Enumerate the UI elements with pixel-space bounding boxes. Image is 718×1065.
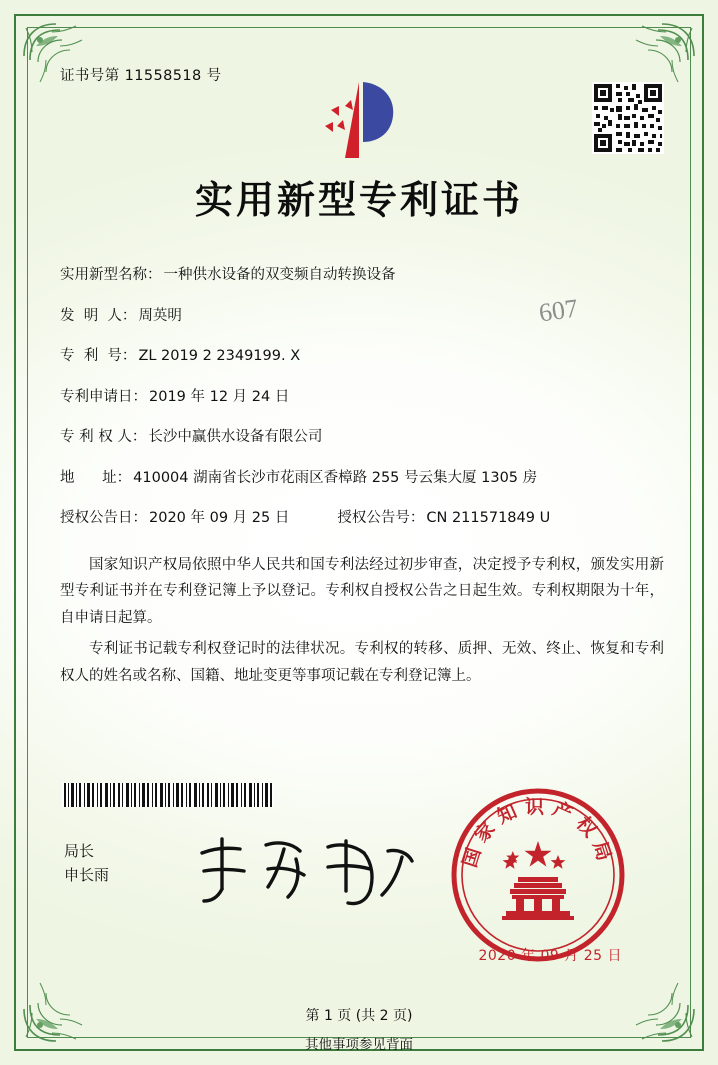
- cnipa-logo-icon: [299, 76, 419, 172]
- barcode-icon: [62, 783, 274, 807]
- signer-block: [64, 839, 109, 887]
- field-row: [60, 390, 670, 405]
- page-title: 实用新型专利证书: [194, 178, 523, 222]
- signer-name: 申长雨: [64, 866, 110, 884]
- field-value-announce-date: 2020 年 09 月 25 日: [149, 510, 290, 526]
- field-value: 周英明: [138, 307, 182, 324]
- handwritten-signature: [188, 829, 428, 909]
- field-value: ZL 2019 2 2349199. X: [138, 348, 301, 364]
- legal-text: [48, 552, 670, 690]
- qr-code-icon: [592, 82, 664, 154]
- field-label: 实用新型名称：: [60, 267, 162, 283]
- paragraph-1: 国家知识产权局依照中华人民共和国专利法经过初步审查，决定授予专利权，颁发实用新型专利证书并在专利登记簿上予以登记。专利权自授权公告之日起生效。专利权期限为十年，自申请日起算。: [60, 556, 664, 627]
- field-value-announce-no: CN 211571849 U: [426, 510, 551, 526]
- field-label: 专 利 号：: [60, 348, 137, 364]
- handwritten-mark: 607: [537, 293, 580, 328]
- paragraph-2: 专利证书记载专利权登记时的法律状况。专利权的转移、质押、无效、终止、恢复和专利权人的姓名或名称、国籍、地址变更等事项记载在专利登记簿上。: [60, 640, 664, 684]
- page-number: 第 1 页 (共 2 页): [305, 1008, 413, 1024]
- field-label-announce-date: 授权公告日：: [60, 510, 147, 526]
- certificate-content: [48, 64, 670, 1025]
- field-value: 长沙中赢供水设备有限公司: [148, 429, 323, 445]
- field-label: 地 址：: [60, 469, 132, 486]
- field-label: 专利申请日：: [60, 388, 147, 405]
- footnote: 其他事项参见背面: [305, 1037, 413, 1053]
- field-row: [60, 268, 670, 283]
- field-label: 专 利 权 人：: [60, 429, 147, 445]
- field-row: [60, 349, 670, 364]
- field-label: 发 明 人：: [60, 307, 137, 324]
- seal-text: 国家知识产权局: [458, 796, 618, 871]
- field-row: [60, 471, 670, 486]
- official-seal: [448, 785, 628, 965]
- signer-role: 局长: [64, 842, 95, 860]
- field-value: 一种供水设备的双变频自动转换设备: [163, 267, 396, 283]
- field-row: [60, 430, 670, 445]
- field-value: 410004 湖南省长沙市花雨区香樟路 255 号云集大厦 1305 房: [133, 469, 538, 486]
- field-label-announce-no: 授权公告号：: [337, 510, 425, 526]
- field-row-announcement: [60, 511, 670, 526]
- field-value: 2019 年 12 月 24 日: [149, 388, 290, 405]
- certificate-number: 证书号第 11558518 号: [60, 68, 222, 84]
- seal-date: 2020 年 09 月 25 日: [478, 948, 622, 964]
- signature-area: [48, 777, 670, 1024]
